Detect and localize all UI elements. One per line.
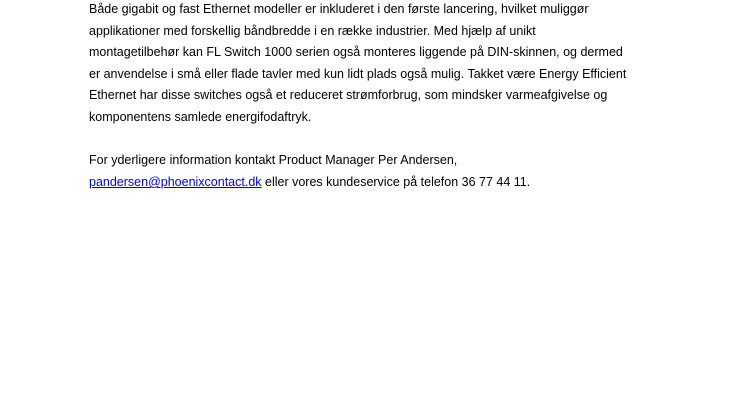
- contact-line: For yderligere information kontakt Product Manager Per Andersen,: [89, 153, 458, 167]
- paragraph-line: applikationer med forskellig båndbredde i en række industrier. Med hjælp af unikt: [89, 24, 536, 38]
- contact-phone-text: eller vores kundeservice på telefon 36 77 44 11.: [261, 175, 531, 189]
- email-link[interactable]: pandersen@phoenixcontact.dk: [89, 175, 262, 189]
- paragraph-line: Ethernet har disse switches også et reduceret strømforbrug, som mindsker varmeafgivelse og: [89, 88, 608, 102]
- paragraph-line: montagetilbehør kan FL Switch 1000 serien også monteres liggende på DIN-skinnen, og dermed: [89, 45, 623, 59]
- paragraph-line: Både gigabit og fast Ethernet modeller er inkluderet i den første lancering, hvilket muliggør: [89, 2, 589, 16]
- contact-line-2: [89, 174, 530, 190]
- paragraph-line: komponentens samlede energifodaftryk.: [89, 110, 312, 124]
- paragraph-line: er anvendelse i små eller flade tavler med kun lidt plads også mulig. Takket være Energy Efficient: [89, 67, 627, 81]
